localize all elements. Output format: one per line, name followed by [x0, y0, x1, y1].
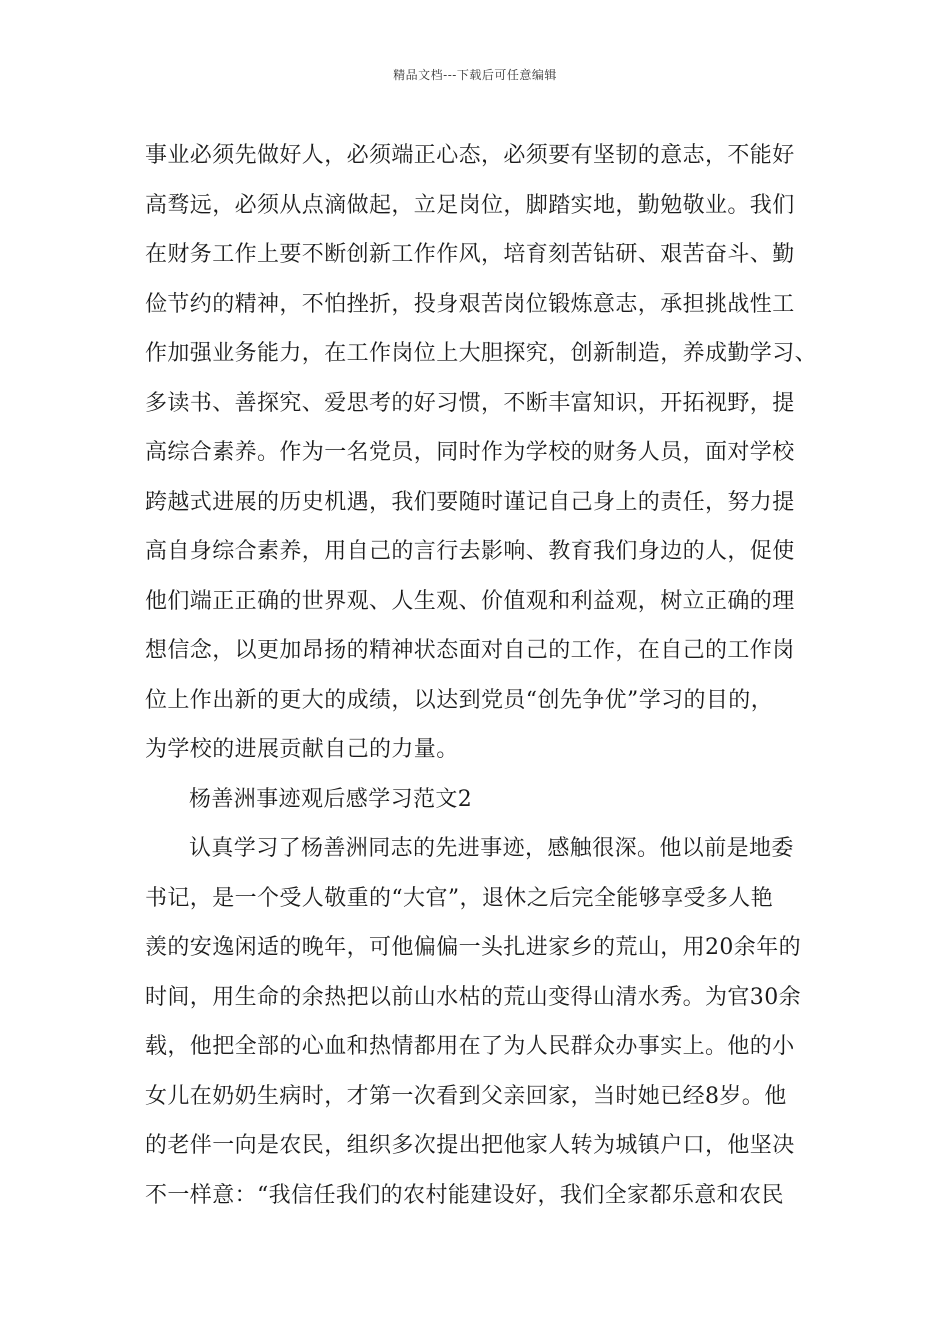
text-line: 他们端正正确的世界观、人生观、价值观和利益观，树立正确的理	[145, 588, 795, 614]
text-line: 作加强业务能力，在工作岗位上大胆探究，创新制造，养成勤学习、	[145, 341, 818, 366]
text-line: 多读书、善探究、爱思考的好习惯，不断丰富知识，开拓视野，提	[145, 390, 795, 416]
text-line: 高自身综合素养，用自己的言行去影响、教育我们身边的人，促使	[145, 539, 795, 564]
text-line: 女儿在奶奶生病时，才第一次看到父亲回家，当时她已经8岁。他	[145, 1083, 787, 1109]
text-line: 载，他把全部的心血和热情都用在了为人民群众办事实上。他的小	[145, 1034, 795, 1059]
text-line: 想信念，以更加昂扬的精神状态面对自己的工作，在自己的工作岗	[145, 638, 795, 663]
page-header: 精品文档---下载后可任意编辑	[393, 68, 557, 82]
text-line: 高骛远，必须从点滴做起，立足岗位，脚踏实地，勤勉敬业。我们	[145, 192, 795, 218]
text-line: 高综合素养。作为一名党员，同时作为学校的财务人员，面对学校	[145, 440, 795, 465]
text-line: 为学校的进展贡献自己的力量。	[145, 737, 459, 762]
text-line: 事业必须先做好人，必须端正心态，必须要有坚韧的意志，不能好	[145, 143, 795, 168]
section-heading: 杨善洲事迹观后感学习范文2	[189, 786, 473, 812]
text-line: 在财务工作上要不断创新工作作风，培育刻苦钻研、艰苦奋斗、勤	[145, 242, 795, 267]
text-line: 跨越式进展的历史机遇，我们要随时谨记自己身上的责任，努力提	[145, 489, 795, 515]
text-line: 俭节约的精神，不怕挫折，投身艰苦岗位锻炼意志，承担挑战性工	[145, 291, 795, 317]
text-line: 认真学习了杨善洲同志的先进事迹，感触很深。他以前是地委	[189, 836, 794, 861]
text-line: 时间，用生命的余热把以前山水枯的荒山变得山清水秀。为官30余	[145, 984, 801, 1010]
text-line: 羡的安逸闲适的晚年，可他偏偏一头扎进家乡的荒山，用20余年的	[145, 935, 801, 960]
document-body	[145, 131, 818, 1220]
text-line: 的老伴一向是农民，组织多次提出把他家人转为城镇户口，他坚决	[145, 1133, 795, 1158]
text-line: 不一样意：“我信任我们的农村能建设好，我们全家都乐意和农民	[145, 1182, 784, 1208]
text-line: 书记，是一个受人敬重的“大官”，退休之后完全能够享受多人艳	[145, 885, 774, 911]
text-line: 位上作出新的更大的成绩，以达到党员“创先争优”学习的目的，	[145, 687, 774, 713]
